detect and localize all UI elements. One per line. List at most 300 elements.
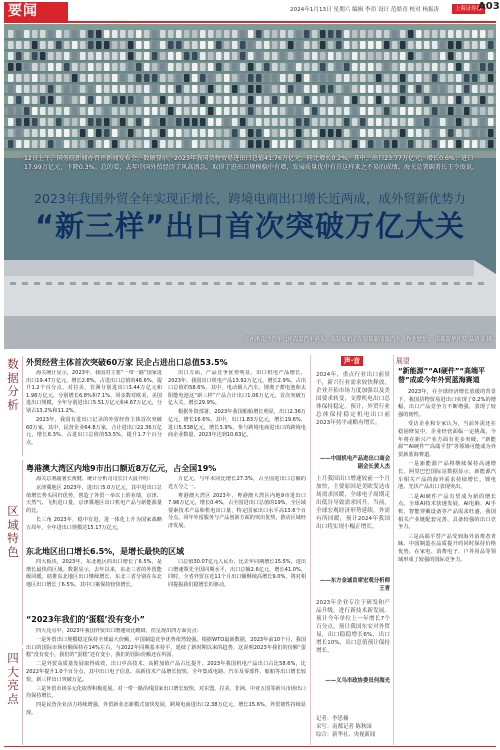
car <box>40 30 46 38</box>
car <box>376 107 382 115</box>
publication-badge: 上海证券报 <box>452 4 485 14</box>
car <box>32 52 38 60</box>
car <box>416 63 422 71</box>
car <box>328 140 334 148</box>
car <box>448 129 454 137</box>
car <box>256 41 262 49</box>
porthole <box>142 282 148 285</box>
car <box>248 96 254 104</box>
porthole <box>46 282 52 285</box>
car <box>96 85 102 93</box>
porthole <box>202 282 208 285</box>
car <box>272 30 278 38</box>
car <box>160 74 166 82</box>
car <box>160 52 166 60</box>
car <box>416 107 422 115</box>
paragraph: 粤港澳大湾区 2023年，粤港澳大湾区内地9市进出口7.96万亿元，增长0.4%，占全国进出口总值的19%，全区域要素技术产品和机电出口量，特定国家出口水平高13.6个百分点。同年外留服务与产品创新方面的突出优势，推动区域经济发展。 <box>168 492 306 530</box>
car <box>200 41 206 49</box>
paragraph: 三是高端平替产品受到海外消费者青睐。中国制造在品质提升的同时保持价格优势，在家电、消费电子、户外用品等领域形成了较强的国际竞争力。 <box>398 533 496 563</box>
car <box>472 107 478 115</box>
car <box>240 129 246 137</box>
porthole <box>166 282 172 285</box>
car <box>128 129 134 137</box>
porthole <box>310 282 316 285</box>
porthole <box>334 282 340 285</box>
car <box>24 140 30 148</box>
car <box>312 41 318 49</box>
car <box>424 107 430 115</box>
car <box>216 41 222 49</box>
car <box>280 118 286 126</box>
car <box>272 96 278 104</box>
lane-line <box>4 115 496 118</box>
car <box>432 30 438 38</box>
car <box>344 107 350 115</box>
car <box>112 63 118 71</box>
car <box>208 63 214 71</box>
credit-line: 综合：新华社、央视新闻 <box>316 732 376 738</box>
car <box>360 140 366 148</box>
car <box>40 118 46 126</box>
car <box>48 140 54 148</box>
car <box>384 30 390 38</box>
car <box>232 52 238 60</box>
car <box>80 52 86 60</box>
car <box>360 96 366 104</box>
car <box>464 96 470 104</box>
car <box>480 41 486 49</box>
car <box>24 30 30 38</box>
car <box>64 118 70 126</box>
car <box>416 74 422 82</box>
porthole <box>370 282 376 285</box>
car <box>216 52 222 60</box>
car <box>280 96 286 104</box>
outlook-label: 展望 <box>396 357 410 365</box>
car <box>448 30 454 38</box>
lane-line <box>4 71 496 74</box>
car <box>464 118 470 126</box>
car <box>224 52 230 60</box>
car <box>32 107 38 115</box>
car <box>472 74 478 82</box>
car <box>424 41 430 49</box>
side-label-data-analysis: 数据分析 <box>7 357 19 412</box>
car <box>344 63 350 71</box>
car <box>144 129 150 137</box>
car <box>192 85 198 93</box>
car <box>344 140 350 148</box>
car <box>272 63 278 71</box>
car <box>32 118 38 126</box>
car <box>96 107 102 115</box>
car <box>208 107 214 115</box>
car <box>256 52 262 60</box>
car <box>144 140 150 148</box>
section1-col2 <box>168 370 306 458</box>
car <box>40 129 46 137</box>
car <box>360 129 366 137</box>
car <box>400 52 406 60</box>
car <box>336 74 342 82</box>
car <box>32 85 38 93</box>
car <box>8 63 14 71</box>
car <box>472 63 478 71</box>
car <box>288 74 294 82</box>
car <box>472 96 478 104</box>
car <box>8 107 14 115</box>
porthole <box>298 282 304 285</box>
car <box>312 118 318 126</box>
car <box>440 107 446 115</box>
car <box>88 63 94 71</box>
paragraph: 一是新能源产品将继续保持高速增长。阿里巴巴国际站数据显示，新能源汽车相关产品的海外需求持续增长，锂电池、光伏产品出口表现突出。 <box>398 461 496 491</box>
car <box>480 63 486 71</box>
car <box>248 118 254 126</box>
car <box>360 74 366 82</box>
car <box>64 52 70 60</box>
car <box>264 41 270 49</box>
car <box>432 41 438 49</box>
car <box>288 41 294 49</box>
car <box>24 129 30 137</box>
car <box>176 41 182 49</box>
car <box>216 129 222 137</box>
car <box>24 107 30 115</box>
car <box>376 63 382 71</box>
car <box>424 118 430 126</box>
car <box>16 140 22 148</box>
car <box>224 41 230 49</box>
car <box>80 107 86 115</box>
car <box>368 74 374 82</box>
car <box>472 129 478 137</box>
car <box>88 140 94 148</box>
car <box>80 74 86 82</box>
car <box>408 129 414 137</box>
car <box>224 129 230 137</box>
outlook-column <box>396 355 496 745</box>
credit-line: 采写：南都记者 陈秋园 <box>316 724 372 730</box>
car <box>456 129 462 137</box>
deck-headline: 2023年我国外贸全年实现正增长，跨境电商出口增长近两成，成外贸新优势力 <box>34 191 466 206</box>
car <box>440 41 446 49</box>
paragraph: 2023年，在全球经济增长放缓的背景下，我国货物贸易进出口实现了0.2%的增幅，出口产品竞争力不断增强，表现了较强的韧性。 <box>398 389 496 419</box>
car <box>256 85 262 93</box>
car <box>240 52 246 60</box>
car <box>440 74 446 82</box>
car <box>296 107 302 115</box>
car <box>200 74 206 82</box>
car <box>56 52 62 60</box>
lane-line <box>4 93 496 96</box>
side-rule-3 <box>22 648 23 745</box>
car <box>424 74 430 82</box>
car <box>48 129 54 137</box>
car <box>8 140 14 148</box>
car <box>208 129 214 137</box>
car <box>160 118 166 126</box>
car <box>480 129 486 137</box>
porthole <box>442 282 448 285</box>
car <box>416 52 422 60</box>
car <box>48 30 54 38</box>
car <box>256 30 262 38</box>
car <box>216 140 222 148</box>
car <box>320 85 326 93</box>
car <box>256 96 262 104</box>
car <box>96 41 102 49</box>
car <box>176 30 182 38</box>
car <box>416 140 422 148</box>
car <box>440 52 446 60</box>
car <box>352 30 358 38</box>
car <box>184 74 190 82</box>
car <box>288 118 294 126</box>
car <box>264 118 270 126</box>
car <box>256 129 262 137</box>
car <box>376 30 382 38</box>
car <box>488 85 494 93</box>
car <box>64 107 70 115</box>
car <box>224 118 230 126</box>
car <box>128 140 134 148</box>
car <box>200 85 206 93</box>
car <box>400 63 406 71</box>
car <box>408 85 414 93</box>
car <box>136 129 142 137</box>
car <box>400 74 406 82</box>
car <box>216 63 222 71</box>
car <box>448 107 454 115</box>
car <box>216 107 222 115</box>
car <box>384 85 390 93</box>
car <box>96 52 102 60</box>
car <box>232 96 238 104</box>
car <box>256 140 262 148</box>
photo-caption: 广州港南沙汽车口岸海嘉汽车码头，滚装船舶正在装载新能源汽车，作业繁忙。 南都新华社发 品质金 摄 <box>244 337 492 343</box>
car <box>384 107 390 115</box>
side-rule-2 <box>22 460 23 645</box>
car <box>232 41 238 49</box>
car <box>320 30 326 38</box>
car <box>368 140 374 148</box>
car <box>16 30 22 38</box>
car <box>136 30 142 38</box>
car <box>200 140 206 148</box>
car <box>264 74 270 82</box>
ship-hull-lower <box>4 316 496 349</box>
car <box>24 52 30 60</box>
car <box>72 52 78 60</box>
car <box>480 52 486 60</box>
car <box>72 41 78 49</box>
paragraph: 四是民营企业活力持续增强，外贸新业态新模式加快发展，跨境电商进出口2.38万亿元，增长15.6%，外贸韧性持续显现。 <box>26 702 306 716</box>
car <box>248 52 254 60</box>
car <box>480 30 486 38</box>
car <box>336 52 342 60</box>
car <box>424 52 430 60</box>
section1-title: 外贸经营主体首次突破60万家 民企占进出口总值53.5% <box>26 358 228 367</box>
car <box>304 96 310 104</box>
car <box>168 30 174 38</box>
car <box>288 129 294 137</box>
car <box>336 140 342 148</box>
car <box>192 41 198 49</box>
car <box>384 129 390 137</box>
car <box>128 96 134 104</box>
car <box>144 41 150 49</box>
car <box>312 63 318 71</box>
car <box>352 129 358 137</box>
car <box>8 52 14 60</box>
car <box>32 96 38 104</box>
paragraph: 二是AI硬件产品有望成为新的增长点。全球AI技术快速发展，AI电脑、AI手机、智能穿戴设备等产品需求旺盛，我国相关产业链配套完善，具备较强的出口竞争力。 <box>398 493 496 531</box>
porthole <box>406 282 412 285</box>
car <box>424 96 430 104</box>
car <box>480 140 486 148</box>
car <box>128 107 134 115</box>
car <box>368 118 374 126</box>
car <box>352 118 358 126</box>
car <box>456 63 462 71</box>
car <box>416 96 422 104</box>
car <box>472 52 478 60</box>
car <box>40 107 46 115</box>
car <box>456 52 462 60</box>
car <box>408 74 414 82</box>
car <box>208 140 214 148</box>
car <box>184 30 190 38</box>
car <box>448 85 454 93</box>
car <box>152 107 158 115</box>
car <box>104 140 110 148</box>
car <box>280 30 286 38</box>
car <box>72 129 78 137</box>
car <box>280 63 286 71</box>
car <box>400 30 406 38</box>
car <box>168 63 174 71</box>
car <box>128 85 134 93</box>
car <box>16 107 22 115</box>
car <box>392 96 398 104</box>
paragraph: 口总值30.07亿元人民币，比去年同期增长15.5%，进出口增速领先全国同期水平，出口总额2.6亿元，增长41.0%，同时，全省外贸在近11个月出口额继续高增长9.0%，将对相同提振我们稳增长的驱动。 <box>168 559 306 588</box>
porthole <box>22 282 28 285</box>
car <box>184 52 190 60</box>
car <box>176 96 182 104</box>
car <box>64 41 70 49</box>
car <box>240 118 246 126</box>
car <box>272 41 278 49</box>
car <box>224 96 230 104</box>
car <box>464 52 470 60</box>
car <box>160 41 166 49</box>
car <box>16 129 22 137</box>
car <box>304 52 310 60</box>
porthole <box>322 282 328 285</box>
car <box>104 74 110 82</box>
car <box>24 74 30 82</box>
car <box>352 96 358 104</box>
car <box>48 107 54 115</box>
car <box>288 30 294 38</box>
car <box>320 52 326 60</box>
car <box>328 30 334 38</box>
car <box>240 74 246 82</box>
car <box>344 118 350 126</box>
car <box>104 129 110 137</box>
car <box>456 41 462 49</box>
car <box>200 30 206 38</box>
car <box>168 107 174 115</box>
car <box>400 118 406 126</box>
car <box>168 140 174 148</box>
car <box>184 63 190 71</box>
car <box>152 30 158 38</box>
car <box>152 52 158 60</box>
car <box>88 96 94 104</box>
car <box>160 30 166 38</box>
car <box>144 52 150 60</box>
car <box>464 85 470 93</box>
car <box>56 63 62 71</box>
car <box>392 74 398 82</box>
car <box>112 85 118 93</box>
car <box>104 30 110 38</box>
car <box>432 52 438 60</box>
car <box>120 85 126 93</box>
car <box>80 140 86 148</box>
section4-body <box>26 628 306 744</box>
car <box>208 52 214 60</box>
car <box>32 63 38 71</box>
porthole <box>190 282 196 285</box>
car <box>240 140 246 148</box>
car <box>328 129 334 137</box>
car <box>304 140 310 148</box>
porthole <box>130 282 136 285</box>
car <box>288 85 294 93</box>
porthole <box>10 282 16 285</box>
car <box>8 96 14 104</box>
car <box>456 107 462 115</box>
car <box>464 74 470 82</box>
bottom-rule <box>4 746 496 747</box>
car <box>136 52 142 60</box>
section4-title: “2023年我们的‘蛋糕’没有变小” <box>26 615 145 624</box>
car <box>304 85 310 93</box>
car <box>144 107 150 115</box>
car <box>296 129 302 137</box>
car <box>440 96 446 104</box>
car <box>152 74 158 82</box>
car <box>208 96 214 104</box>
car <box>336 63 342 71</box>
car <box>344 41 350 49</box>
car <box>488 140 494 148</box>
car <box>400 129 406 137</box>
car <box>328 52 334 60</box>
car <box>432 140 438 148</box>
porthole <box>382 282 388 285</box>
car <box>424 129 430 137</box>
car <box>352 52 358 60</box>
car <box>64 63 70 71</box>
car <box>192 52 198 60</box>
car <box>192 30 198 38</box>
car <box>128 63 134 71</box>
porthole <box>418 282 424 285</box>
